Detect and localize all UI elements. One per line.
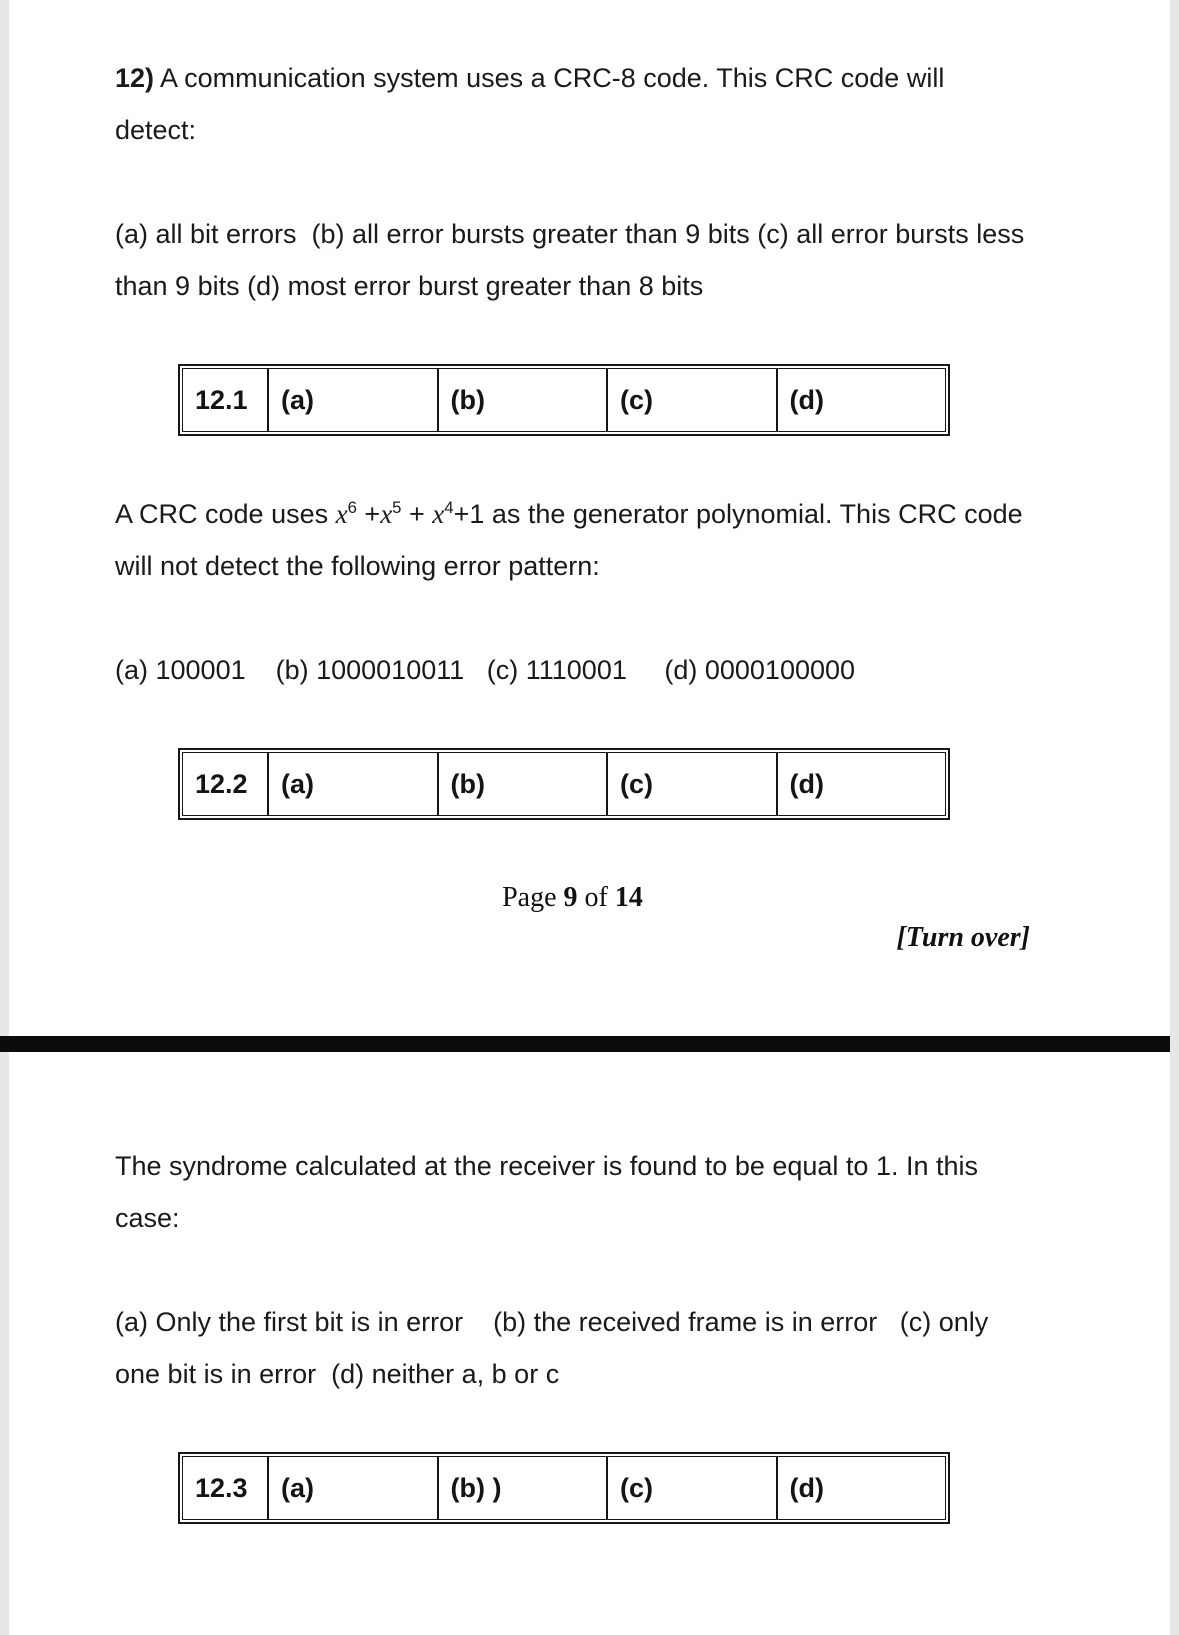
polynomial-exponent: 6 (347, 498, 357, 517)
table-12-2-option-a: (a) (267, 753, 437, 815)
polynomial-variable: x (432, 499, 445, 529)
page-total: 14 (614, 882, 643, 913)
table-12-3-option-b: (b) ) (437, 1457, 607, 1519)
question-12-2-options: (a) 100001 (b) 1000010011 (c) 1110001 (d) 0000100000 (115, 655, 856, 685)
table-12-2-option-c: (c) (606, 753, 776, 815)
table-12-1-option-b: (b) (437, 369, 607, 431)
answer-table-12-2-row (182, 752, 946, 816)
table-12-3-option-a: (a) (267, 1457, 437, 1519)
document-page-10 (9, 1052, 1170, 1635)
table-12-3-option-d: (d) (776, 1457, 946, 1519)
answer-table-12-3-row (182, 1456, 946, 1520)
table-question-number: 12.2 (195, 768, 248, 799)
table-question-number: 12.1 (195, 384, 248, 415)
table-12-1-option-c: (c) (606, 369, 776, 431)
question-12-number: 12) (115, 63, 155, 93)
polynomial-variable: x (335, 499, 348, 529)
question-12-3-options: (a) Only the first bit is in error (b) the received frame is in error (c) only one bit is in error (d) neither a, b or c (115, 1307, 996, 1389)
polynomial-exponent: 5 (392, 498, 402, 517)
table-question-number: 12.3 (195, 1472, 248, 1503)
table-12-1-option-a: (a) (267, 369, 437, 431)
answer-table-12-1-row (182, 368, 946, 432)
answer-table-12-3 (178, 1452, 950, 1524)
page-number: 9 (563, 882, 578, 913)
page-number-footer: Page 9 of 14 (502, 882, 643, 913)
polynomial-exponent: 4 (444, 498, 454, 517)
answer-table-12-1 (178, 364, 950, 436)
table-12-2-option-d: (d) (776, 753, 946, 815)
document-page-9 (9, 0, 1170, 1036)
question-12-text: 12) A communication system uses a CRC-8 code. This CRC code will detect: (115, 63, 952, 145)
question-12-3-text: The syndrome calculated at the receiver is found to be equal to 1. In this case: (115, 1151, 986, 1233)
polynomial-variable: x (380, 499, 393, 529)
table-12-2-option-b: (b) (437, 753, 607, 815)
table-12-3-option-c: (c) (606, 1457, 776, 1519)
page-divider (0, 1036, 1170, 1052)
table-12-1-option-d: (d) (776, 369, 946, 431)
turn-over-label: [Turn over] (896, 922, 1030, 953)
question-12-2-text: A CRC code uses $x^6 +x^5 + x^4+1$ as the generator polynomial. This CRC code will not detect the following error pattern: (115, 498, 1031, 581)
answer-table-12-2 (178, 748, 950, 820)
question-12-options: (a) all bit errors (b) all error bursts greater than 9 bits (c) all error bursts less than 9 bits (d) most error burst greater than 8 bits (115, 219, 1032, 301)
